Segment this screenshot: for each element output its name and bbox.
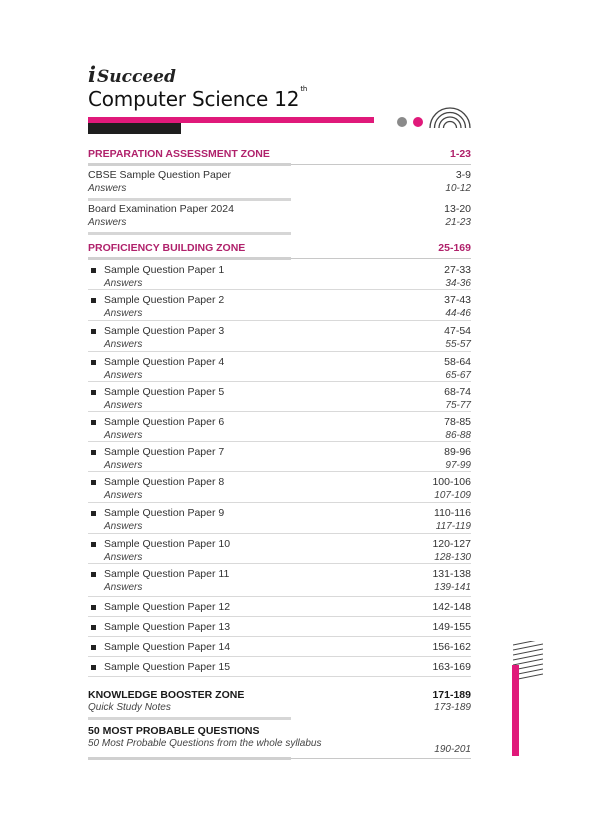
entry-label: CBSE Sample Question Paper [88, 169, 231, 181]
page-title-text: Computer Science 12 [88, 87, 300, 111]
entry-sub-label: Answers [104, 490, 143, 501]
entry-label: Sample Question Paper 6 [104, 416, 225, 428]
zone-proficiency-header [88, 242, 471, 254]
entry-label: Sample Question Paper 5 [104, 386, 225, 398]
entry-text [104, 538, 230, 564]
entry-label: Sample Question Paper 9 [104, 507, 225, 519]
entry-sub-pages: 75-77 [445, 400, 471, 411]
entry-sub-label: Answers [104, 400, 143, 411]
entry-text [104, 446, 224, 472]
entry-sub-label: Answers [104, 339, 143, 350]
entry-label: Sample Question Paper 2 [104, 294, 225, 306]
proficiency-list [88, 260, 471, 677]
brand-logo [88, 62, 176, 87]
toc-entry [88, 657, 471, 677]
entry-left [88, 507, 224, 533]
entry-sub-label: Answers [104, 430, 143, 441]
entry-label: Board Examination Paper 2024 [88, 203, 234, 215]
square-bullet-icon [91, 572, 96, 577]
entry-pages: 68-74 [444, 386, 471, 398]
square-bullet-icon [91, 420, 96, 425]
entry-sub-pages: 21-23 [445, 217, 471, 228]
entry-pages: 156-162 [432, 641, 471, 653]
square-bullet-icon [91, 329, 96, 334]
entry-sub-pages: 44-46 [445, 308, 471, 319]
zone-knowledge-header [88, 689, 471, 701]
entry-pages: 142-148 [432, 601, 471, 613]
entry-sub-label: Answers [104, 521, 143, 532]
entry-text [104, 661, 230, 674]
entry-pages: 27-33 [444, 264, 471, 276]
toc-entry [88, 412, 471, 442]
zone-divider [88, 757, 471, 760]
toc-entry [88, 201, 471, 229]
entry-divider [88, 717, 291, 720]
entry-sub-label: Answers [104, 278, 143, 289]
table-of-contents [88, 148, 471, 760]
toc-entry [88, 442, 471, 472]
entry-left [88, 601, 230, 614]
side-pink-bar [512, 665, 519, 756]
entry-text [104, 568, 229, 594]
entry-right [444, 325, 471, 351]
entry-label: Sample Question Paper 8 [104, 476, 225, 488]
entry-sub-pages: 86-88 [445, 430, 471, 441]
entry-sub-pages: 190-201 [434, 744, 471, 755]
entry-text [104, 386, 224, 412]
entry-right [444, 386, 471, 412]
entry-pages: 89-96 [444, 446, 471, 458]
entry-sub-label: Answers [88, 217, 127, 228]
entry-right [444, 356, 471, 382]
entry-pages: 3-9 [455, 169, 471, 181]
square-bullet-icon [91, 360, 96, 365]
entry-pages: 13-20 [444, 203, 471, 215]
entry-text [104, 507, 224, 533]
brand-logo-i: i [88, 62, 96, 87]
square-bullet-icon [91, 298, 96, 303]
entry-text [104, 356, 224, 382]
entry-right [444, 416, 471, 442]
entry-right [444, 446, 471, 472]
toc-entry [88, 472, 471, 503]
entry-sub-label: Answers [88, 183, 127, 194]
entry-sub-label: Answers [104, 552, 143, 563]
toc-entry [88, 564, 471, 597]
zone-pages: 171-189 [432, 689, 471, 701]
entry-left [88, 446, 224, 472]
entry-sub-pages: 139-141 [434, 582, 471, 593]
entry-text [104, 476, 224, 502]
entry-pages: 58-64 [444, 356, 471, 368]
entry-right [434, 507, 471, 533]
toc-entry [88, 597, 471, 617]
entry-label: Sample Question Paper 1 [104, 264, 225, 276]
entry-pages: 37-43 [444, 294, 471, 306]
toc-entry [88, 290, 471, 321]
entry-right [444, 294, 471, 320]
entry-sub-pages: 65-67 [445, 370, 471, 381]
entry-left [88, 386, 224, 412]
square-bullet-icon [91, 542, 96, 547]
toc-entry [88, 737, 471, 756]
entry-sub-label: Answers [104, 460, 143, 471]
entry-left [88, 621, 230, 634]
square-bullet-icon [91, 625, 96, 630]
entry-label: Sample Question Paper 13 [104, 621, 231, 633]
zone-title: KNOWLEDGE BOOSTER ZONE [88, 689, 245, 701]
entry-label: Sample Question Paper 12 [104, 601, 231, 613]
entry-text [104, 621, 230, 634]
page-title [88, 87, 307, 111]
entry-label: Sample Question Paper 10 [104, 538, 231, 550]
toc-entry [88, 260, 471, 290]
entry-text [104, 325, 224, 351]
zone-divider [88, 257, 471, 260]
toc-entry [88, 166, 471, 195]
entry-sub-pages: 128-130 [434, 552, 471, 563]
square-bullet-icon [91, 450, 96, 455]
toc-entry [88, 352, 471, 382]
square-bullet-icon [91, 645, 96, 650]
entry-label: Sample Question Paper 15 [104, 661, 231, 673]
zone-pages: 25-169 [438, 242, 471, 254]
toc-entry [88, 637, 471, 657]
toc-entry [88, 382, 471, 412]
entry-left [88, 416, 224, 442]
entry-pages: 100-106 [432, 476, 471, 488]
square-bullet-icon [91, 390, 96, 395]
entry-sub-label: Answers [104, 308, 143, 319]
entry-label: Sample Question Paper 7 [104, 446, 225, 458]
entry-left [88, 294, 224, 320]
entry-pages: 78-85 [444, 416, 471, 428]
pink-dot-decoration [413, 117, 423, 127]
entry-right [432, 476, 471, 502]
entry-sub-pages: 97-99 [445, 460, 471, 471]
entry-right [444, 264, 471, 290]
entry-left [88, 641, 230, 654]
entry-pages: 120-127 [432, 538, 471, 550]
toc-entry [88, 503, 471, 534]
entry-text [104, 641, 230, 654]
entry-label: Sample Question Paper 4 [104, 356, 225, 368]
entry-text [104, 264, 224, 290]
square-bullet-icon [91, 605, 96, 610]
entry-left [88, 264, 224, 290]
toc-entry [88, 617, 471, 637]
header-black-bar [88, 123, 181, 134]
entry-sub-pages: 107-109 [434, 490, 471, 501]
concentric-arcs-icon [428, 97, 472, 129]
zone-title: PREPARATION ASSESSMENT ZONE [88, 148, 270, 160]
entry-pages: 131-138 [432, 568, 471, 580]
zone-probable-header [88, 725, 471, 737]
entry-divider [88, 232, 291, 235]
entry-text [104, 294, 224, 320]
zone-preparation-header [88, 148, 471, 160]
entry-text [104, 416, 224, 442]
entry-label: Sample Question Paper 14 [104, 641, 231, 653]
entry-right [432, 661, 471, 674]
gray-dot-decoration [397, 117, 407, 127]
entry-sub-pages: 173-189 [434, 702, 471, 713]
entry-sub-label: Answers [104, 370, 143, 381]
entry-text [104, 601, 230, 614]
entry-pages: 149-155 [432, 621, 471, 633]
zone-title: 50 MOST PROBABLE QUESTIONS [88, 725, 260, 737]
toc-entry [88, 534, 471, 564]
entry-left [88, 476, 224, 502]
entry-pages: 110-116 [434, 507, 471, 519]
entry-sub-pages: 34-36 [445, 278, 471, 289]
entry-left [88, 356, 224, 382]
entry-sub-pages: 117-119 [435, 521, 471, 532]
entry-pages: 163-169 [432, 661, 471, 673]
entry-sub-pages: 55-57 [445, 339, 471, 350]
entry-sub-pages: 10-12 [445, 183, 471, 194]
entry-sub-label: Answers [104, 582, 143, 593]
page-title-sup: th [300, 85, 308, 93]
toc-entry [88, 701, 471, 714]
entry-sub-label: 50 Most Probable Questions from the whole syllabus [88, 738, 322, 749]
entry-right [432, 601, 471, 614]
zone-title: PROFICIENCY BUILDING ZONE [88, 242, 246, 254]
square-bullet-icon [91, 268, 96, 273]
entry-left [88, 661, 230, 674]
zone-divider [88, 163, 471, 166]
entry-right [432, 641, 471, 654]
entry-left [88, 538, 230, 564]
entry-right [432, 538, 471, 564]
entry-sub-label: Quick Study Notes [88, 702, 171, 713]
entry-left [88, 568, 229, 594]
entry-pages: 47-54 [444, 325, 471, 337]
entry-label: Sample Question Paper 11 [104, 568, 230, 580]
brand-logo-text: Succeed [96, 67, 176, 87]
entry-right [432, 568, 471, 594]
zone-pages: 1-23 [449, 148, 471, 160]
entry-label: Sample Question Paper 3 [104, 325, 225, 337]
square-bullet-icon [91, 665, 96, 670]
toc-entry [88, 321, 471, 352]
square-bullet-icon [91, 480, 96, 485]
entry-left [88, 325, 224, 351]
entry-right [432, 621, 471, 634]
square-bullet-icon [91, 511, 96, 516]
